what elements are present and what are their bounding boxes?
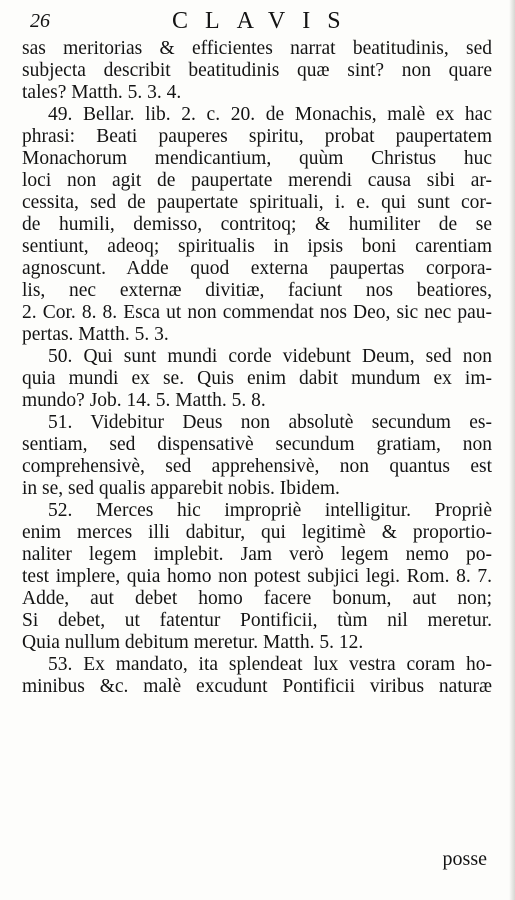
text-line: sas meritorias & efficientes narrat beatitudinis, sed <box>22 38 492 59</box>
text-line: loci non agit de paupertate merendi causa sibi ar- <box>22 170 492 191</box>
text-line: test implere, quia homo non potest subjici legi. Rom. 8. 7. <box>22 566 492 587</box>
text-line: Quia nullum debitum meretur. Matth. 5. 12. <box>22 632 364 653</box>
text-line: de humili, demisso, contritoq; & humiliter de se <box>22 214 492 235</box>
text-line: enim merces illi dabitur, qui legitimè & proportio- <box>22 522 492 543</box>
catchword: posse <box>442 848 487 870</box>
text-line: 2. Cor. 8. 8. Esca ut non commendat nos Deo, sic nec pau- <box>22 302 492 323</box>
page-edge-shadow <box>509 0 515 900</box>
text-line: Si debet, ut fatentur Pontificii, tùm nil meretur. <box>22 610 492 631</box>
text-line: in se, sed qualis apparebit nobis. Ibidem. <box>22 478 340 499</box>
text-line: cessita, sed de paupertate spirituali, i. e. qui sunt cor- <box>22 192 492 213</box>
page-body <box>22 38 492 698</box>
text-line: phrasi: Beati pauperes spiritu, probat paupertatem <box>22 126 492 147</box>
text-line: comprehensivè, sed apprehensivè, non quantus est <box>22 456 492 477</box>
page-header <box>22 8 493 34</box>
running-head: CLAVIS <box>172 8 358 34</box>
text-line: naliter legem implebit. Jam verò legem nemo po- <box>22 544 492 565</box>
text-line: 53. Ex mandato, ita splendeat lux vestra coram ho- <box>48 654 492 675</box>
text-line: lis, nec externæ divitiæ, faciunt nos beatiores, <box>22 280 492 301</box>
text-line: pertas. Matth. 5. 3. <box>22 324 169 345</box>
text-line: quia mundi ex se. Quis enim dabit mundum ex im- <box>22 368 492 389</box>
text-line: sentiam, sed dispensativè secundum gratiam, non <box>22 434 492 455</box>
text-line: 52. Merces hic impropriè intelligitur. Propriè <box>48 500 492 521</box>
text-line: 50. Qui sunt mundi corde videbunt Deum, sed non <box>48 346 492 367</box>
text-line: 51. Videbitur Deus non absolutè secundum es- <box>48 412 492 433</box>
text-line: tales? Matth. 5. 3. 4. <box>22 82 182 103</box>
text-line: minibus &c. malè excudunt Pontificii viribus naturæ <box>22 676 492 697</box>
text-line: mundo? Job. 14. 5. Matth. 5. 8. <box>22 390 266 411</box>
text-line: Adde, aut debet homo facere bonum, aut non; <box>22 588 492 609</box>
text-line: 49. Bellar. lib. 2. c. 20. de Monachis, malè ex hac <box>48 104 492 125</box>
page-number: 26 <box>30 10 50 32</box>
text-line: sentiunt, adeoq; spiritualis in ipsis boni carentiam <box>22 236 492 257</box>
text-line: agnoscunt. Adde quod externa paupertas corpora- <box>22 258 492 279</box>
text-line: subjecta describit beatitudinis quæ sint? non quare <box>22 60 492 81</box>
text-line: Monachorum mendicantium, quùm Christus huc <box>22 148 492 169</box>
